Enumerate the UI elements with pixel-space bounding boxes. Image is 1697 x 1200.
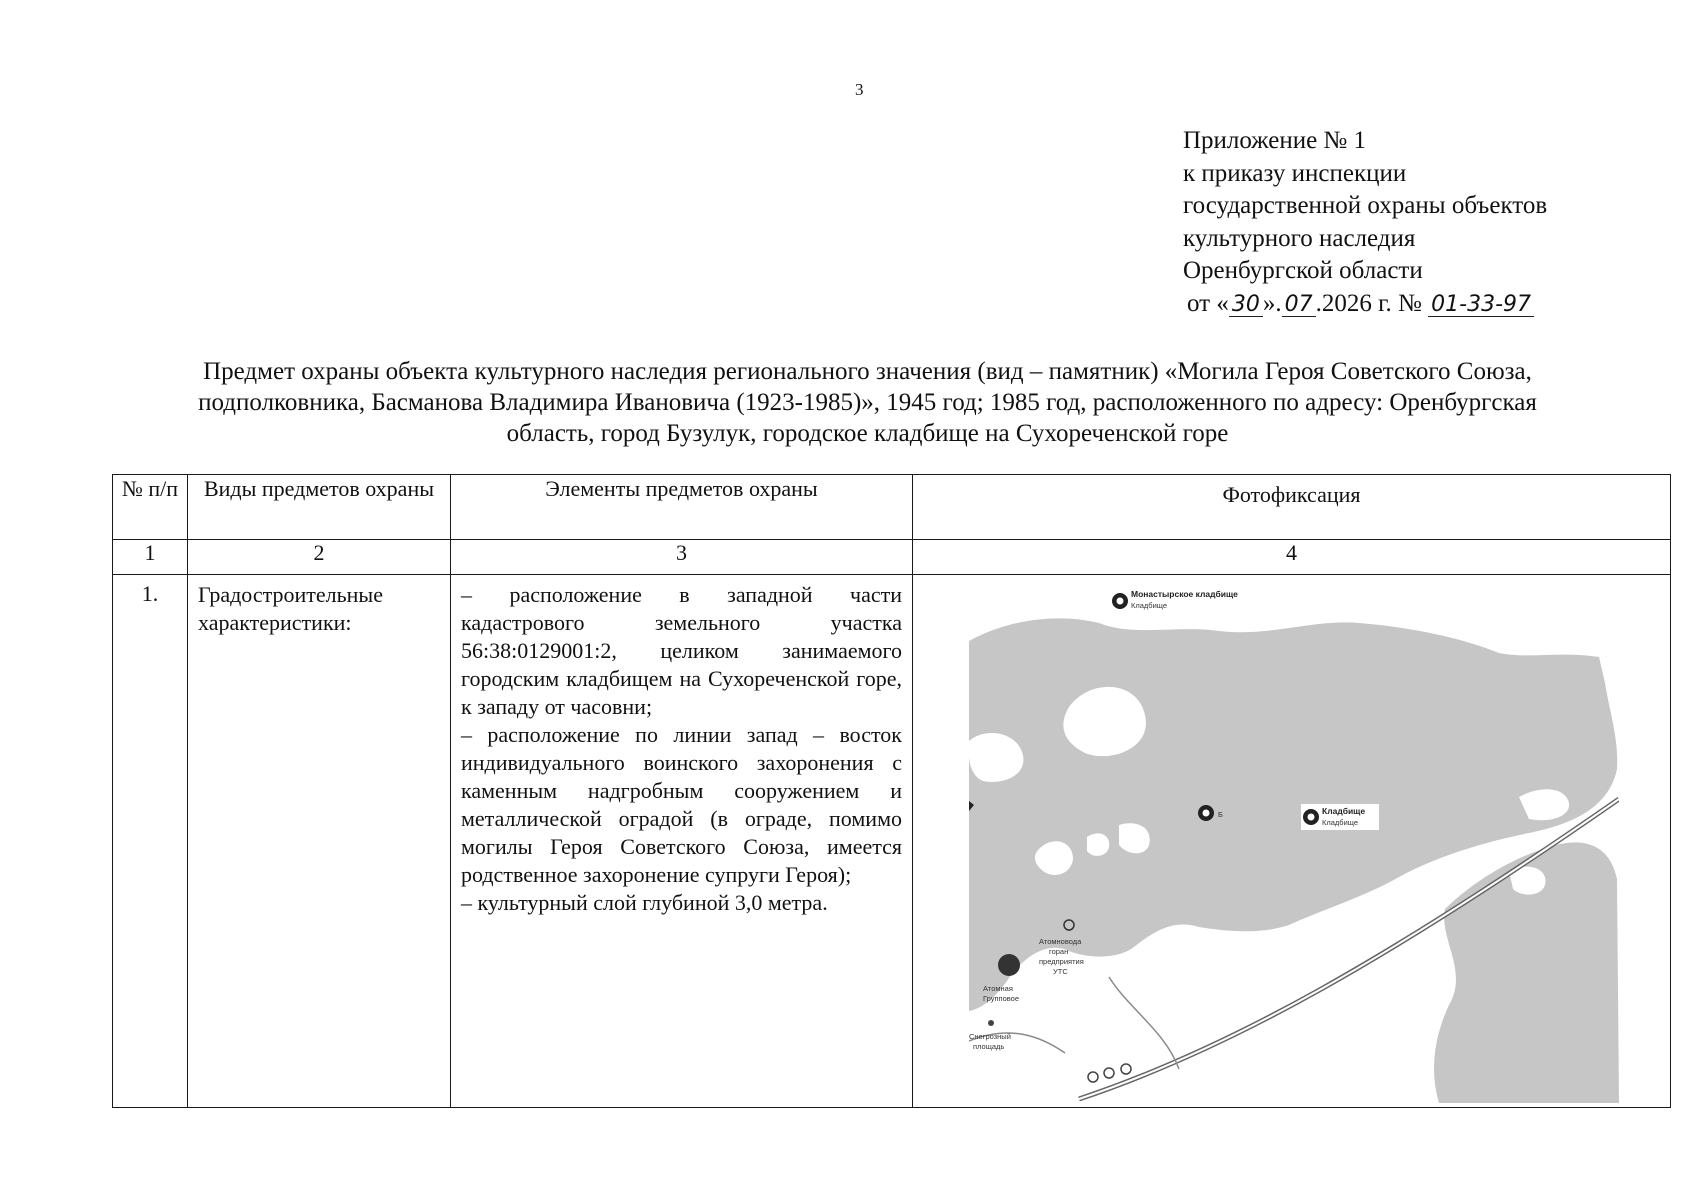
column-number: 4	[913, 540, 1671, 575]
order-date-line	[1183, 288, 1547, 321]
date-mid: ».	[1262, 289, 1282, 317]
map-label: Б	[1218, 810, 1223, 819]
appendix-block	[1183, 125, 1547, 320]
map-label: Снегрозный	[969, 1032, 1011, 1041]
location-map	[969, 579, 1619, 1103]
map-label: предприятия	[1039, 957, 1084, 966]
photo-cell	[913, 575, 1671, 1108]
map-label: Атомновода	[1039, 937, 1082, 946]
protection-table	[112, 474, 1671, 1108]
handwritten-month: 07	[1282, 294, 1316, 317]
title-line: подполковника, Басманова Владимира Ивановича (1923-1985)», 1945 год; 1985 год, расположенного по адресу: Оренбургская	[198, 389, 1537, 416]
handwritten-day: 30	[1229, 294, 1263, 317]
table-header-row	[113, 475, 1671, 540]
map-label: УТС	[1053, 967, 1068, 976]
title-line: область, город Бузулук, городское кладбище на Сухореченской горе	[506, 420, 1229, 447]
column-number: 2	[188, 540, 451, 575]
date-year: .2026 г. №	[1315, 289, 1422, 317]
column-number-row	[113, 540, 1671, 575]
document-title	[90, 356, 1645, 449]
row-type: Градостроительные характеристики:	[188, 575, 451, 1108]
header-elements: Элементы предметов охраны	[451, 475, 913, 540]
element-item: – расположение по линии запад – восток индивидуального воинского захоронения с каменным надгробным сооружением и металлической оградой (в ограде, помимо могилы Героя Советского Союза, имеется родственное захоронение супруги Героя);	[461, 722, 902, 887]
title-line: Предмет охраны объекта культурного наследия регионального значения (вид – памятник) «Могила Героя Советского Союза,	[203, 358, 1532, 385]
header-types: Виды предметов охраны	[188, 475, 451, 540]
appendix-line: культурного наследия	[1183, 224, 1416, 252]
open-area	[1087, 833, 1109, 856]
header-photo: Фотофиксация	[913, 475, 1671, 540]
column-number: 1	[113, 540, 188, 575]
element-item: – расположение в западной части кадастрового земельного участка 56:38:0129001:2, целиком занимаемого городским кладбищем на Сухореченской горе, к западу от часовни;	[461, 582, 902, 719]
handwritten-order-number: 01-33-97	[1428, 294, 1534, 317]
map-label: Атомная	[983, 984, 1013, 993]
map-label: горан	[1049, 947, 1069, 956]
pin-icon	[998, 954, 1020, 976]
element-item: – культурный слой глубиной 3,0 метра.	[461, 890, 828, 915]
row-number: 1.	[113, 575, 188, 1108]
map-label: Кладбище	[1322, 806, 1366, 816]
date-prefix: от «	[1187, 289, 1229, 317]
map-label: Кладбище	[1131, 601, 1168, 610]
pin-icon	[988, 1020, 994, 1026]
map-label: площадь	[973, 1042, 1005, 1051]
column-number: 3	[451, 540, 913, 575]
appendix-line: государственной охраны объектов	[1183, 192, 1548, 219]
header-number: № п/п	[113, 475, 188, 540]
table-row	[113, 575, 1671, 1108]
appendix-line: Приложение № 1	[1183, 127, 1367, 154]
map-label: Групповое	[983, 994, 1020, 1003]
appendix-line: к приказу инспекции	[1183, 159, 1407, 187]
map-label: Кладбище	[1322, 818, 1359, 827]
cemetery-pin	[1301, 804, 1379, 830]
page-number: 3	[855, 80, 864, 99]
appendix-line: Оренбургской области	[1183, 257, 1423, 284]
map-label: Монастырское кладбище	[1131, 589, 1238, 599]
row-elements	[451, 575, 913, 1108]
